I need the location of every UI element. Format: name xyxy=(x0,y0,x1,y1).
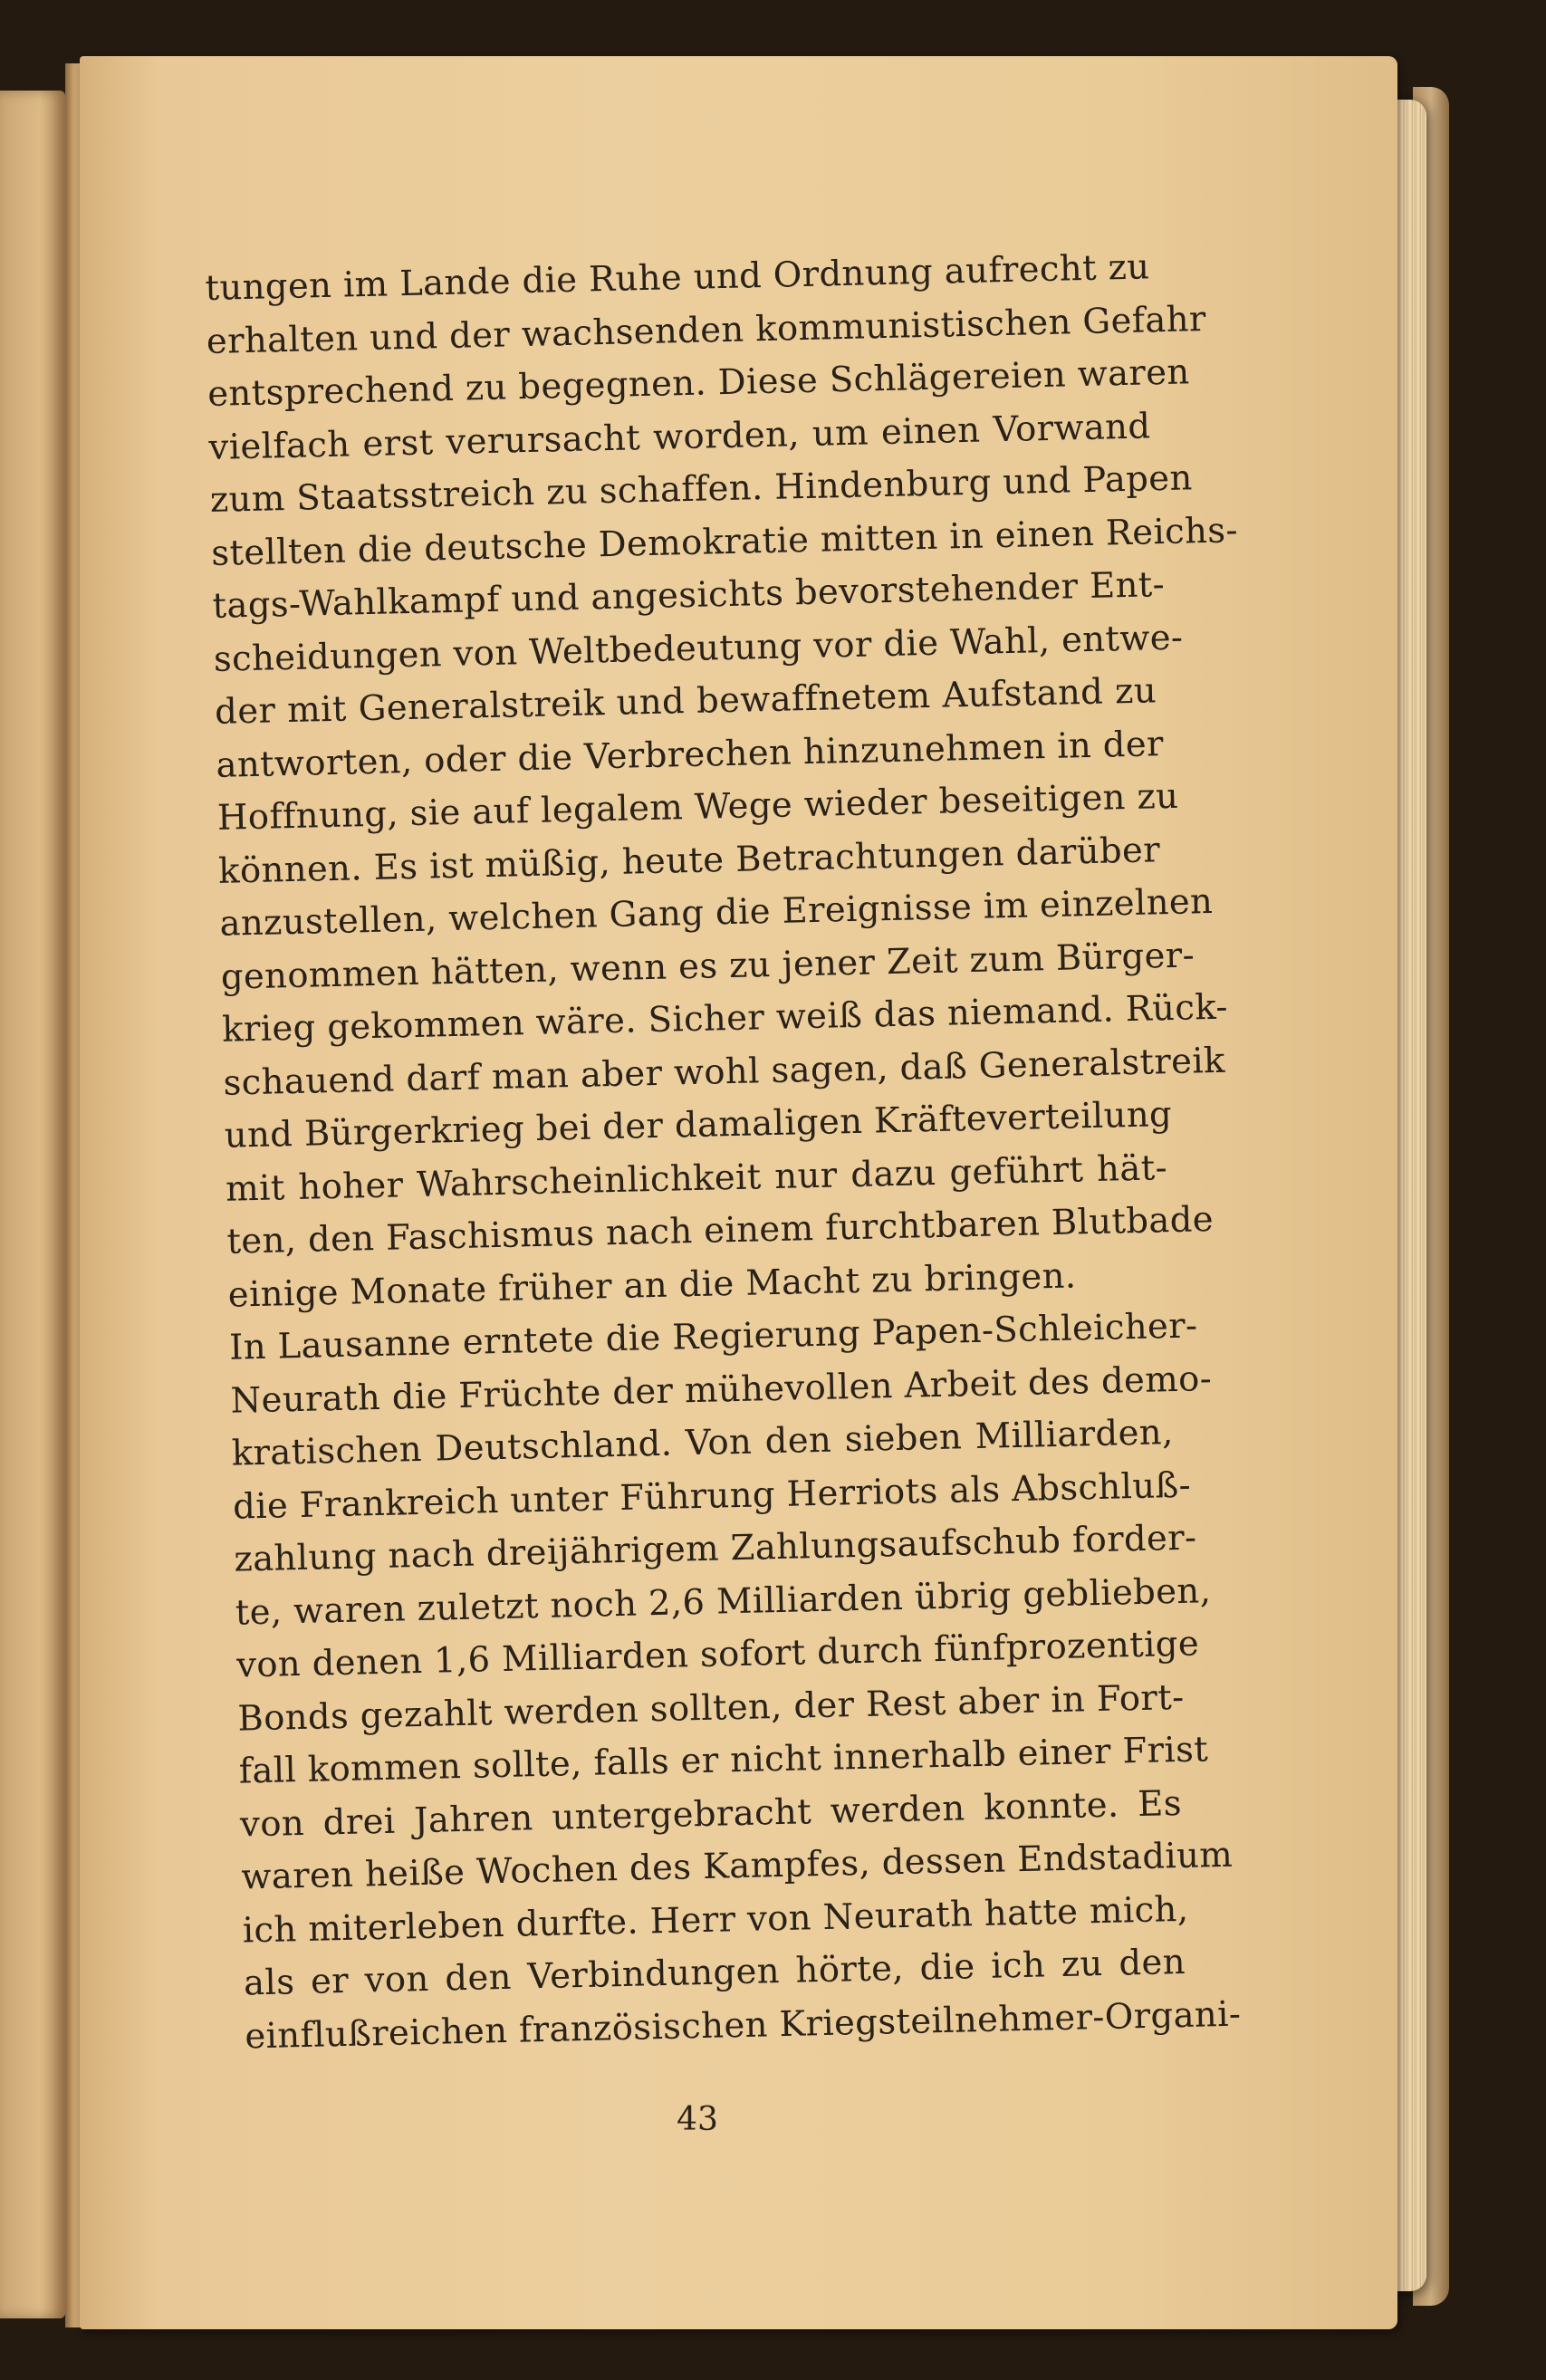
page-number: 43 xyxy=(677,2101,718,2138)
text-line: ich miterleben durfte. Herr von Neurath hatte mich, xyxy=(242,1888,1189,1952)
text-line: fall kommen sollte, falls er nicht innerhalb einer Frist xyxy=(238,1729,1209,1792)
text-line: einige Monate früher an die Macht zu bringen. xyxy=(227,1254,1077,1316)
text-line: antworten, oder die Verbrechen hinzunehmen in der xyxy=(216,723,1165,786)
text-line: Bonds gezahlt werden sollten, der Rest aber in Fort- xyxy=(236,1676,1185,1740)
text-line: können. Es ist müßig, heute Betrachtungen darüber xyxy=(217,829,1161,892)
text-line: tungen im Lande die Ruhe und Ordnung aufrecht zu xyxy=(205,246,1150,309)
text-line: waren heiße Wochen des Kampfes, dessen Endstadium xyxy=(240,1834,1234,1898)
text-line: Neurath die Früchte der mühevollen Arbeit des demo- xyxy=(230,1358,1213,1422)
text-line: einflußreichen französischen Kriegsteilnehmer-Organi- xyxy=(244,1993,1242,2057)
text-line: ten, den Faschismus nach einem furchtbaren Blutbade xyxy=(226,1199,1215,1262)
text-line: Hoffnung, sie auf legalem Wege wieder beseitigen zu xyxy=(216,775,1179,839)
text-line: von denen 1,6 Milliarden sofort durch fünfprozentige xyxy=(235,1623,1200,1686)
text-line: von drei Jahren untergebracht werden konnte. Es xyxy=(239,1782,1183,1846)
text-line: tags-Wahlkampf und angesichts bevorstehender Ent- xyxy=(212,564,1166,627)
text-line: die Frankreich unter Führung Herriots als Abschluß- xyxy=(232,1464,1192,1528)
text-line: te, waren zuletzt noch 2,6 Milliarden übrig geblieben, xyxy=(235,1569,1212,1634)
text-line: genommen hätten, wenn es zu jener Zeit zum Bürger- xyxy=(220,934,1196,998)
text-line: mit hoher Wahrscheinlichkeit nur dazu geführt hät- xyxy=(225,1147,1168,1210)
text-line: erhalten und der wachsenden kommunistischen Gefahr xyxy=(206,298,1207,362)
text-line: schauend darf man aber wohl sagen, daß Generalstreik xyxy=(223,1040,1226,1104)
text-line: anzustellen, welchen Gang die Ereignisse im einzelnen xyxy=(219,880,1214,945)
body-text xyxy=(205,241,1242,2063)
text-line: zahlung nach dreijährigem Zahlungsaufschub forder- xyxy=(233,1517,1197,1580)
text-line: entsprechend zu begegnen. Diese Schlägereien waren xyxy=(206,351,1191,415)
left-page-edge xyxy=(0,91,65,2318)
text-line: stellten die deutsche Demokratie mitten in einen Reichs- xyxy=(210,509,1239,574)
text-line: als er von den Verbindungen hörte, die ich zu den xyxy=(243,1941,1186,2004)
text-line: und Bürgerkrieg bei der damaligen Kräfteverteilung xyxy=(224,1094,1173,1156)
text-line: kratischen Deutschland. Von den sieben Milliarden, xyxy=(231,1412,1175,1474)
text-line: der mit Generalstreik und bewaffnetem Aufstand zu xyxy=(214,670,1157,733)
text-line: vielfach erst verursacht worden, um einen Vorwand xyxy=(208,405,1151,468)
text-line: zum Staatsstreich zu schaffen. Hindenburg und Papen xyxy=(209,457,1194,521)
text-line: scheidungen von Weltbedeutung vor die Wahl, entwe- xyxy=(213,617,1184,680)
text-line: In Lausanne erntete die Regierung Papen-Schleicher- xyxy=(228,1305,1198,1368)
text-line: krieg gekommen wäre. Sicher weiß das niemand. Rück- xyxy=(221,986,1229,1051)
